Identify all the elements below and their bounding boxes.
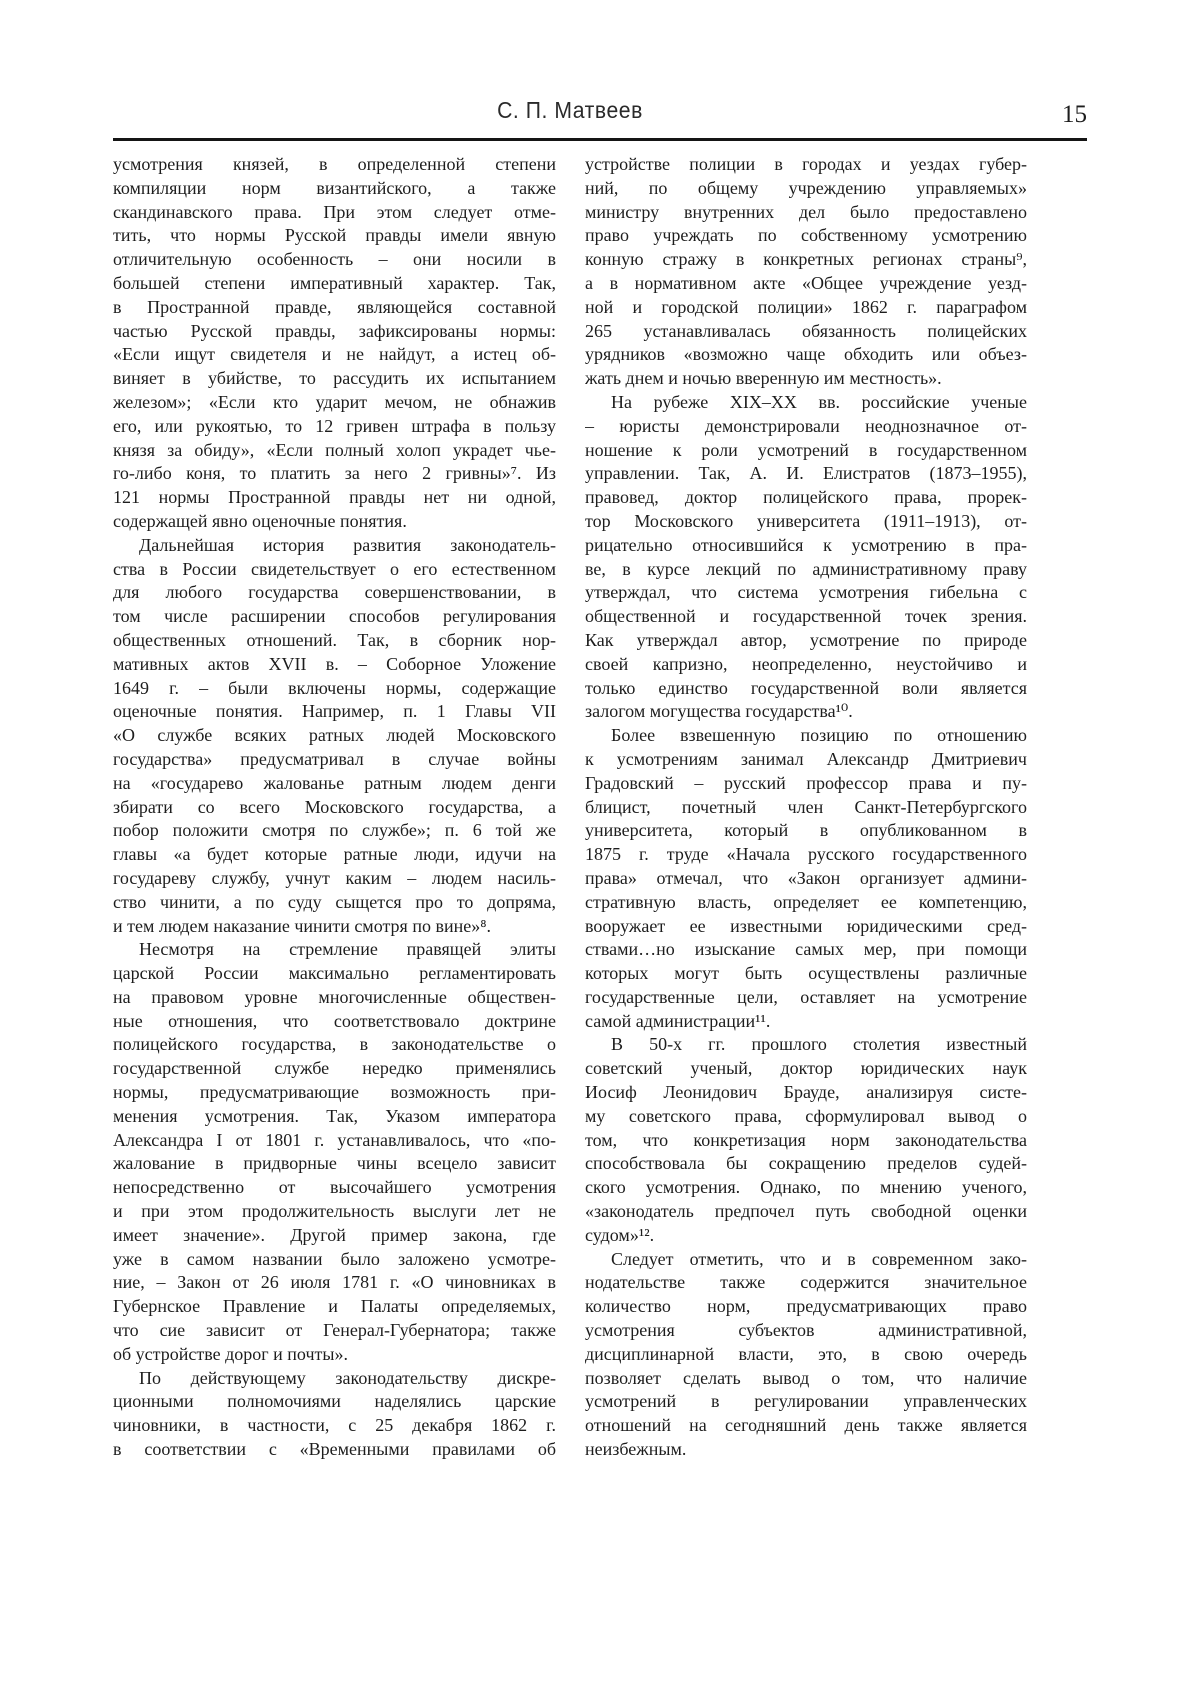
text-column-left bbox=[113, 153, 556, 1462]
text-line: государственной службе нередко применялись bbox=[113, 1058, 556, 1079]
text-line: позволяет сделать вывод о том, что наличие bbox=[585, 1367, 1027, 1388]
text-line: количество норм, предусматривающих право bbox=[585, 1296, 1027, 1317]
text-line: усмотрения князей, в определенной степени bbox=[113, 154, 556, 174]
text-line: ствами…но изыскание самых мер, при помощи bbox=[585, 939, 1027, 960]
text-line: на правовом уровне многочисленные обществен- bbox=[113, 986, 556, 1007]
text-line: ского усмотрения. Однако, по мнению ученого, bbox=[585, 1177, 1027, 1198]
text-line: отличительную особенность – они носили в bbox=[113, 249, 556, 270]
text-line: устройстве полиции в городах и уездах губер- bbox=[585, 154, 1027, 174]
text-line: ний, по общему учреждению управляемых» bbox=[585, 177, 1027, 198]
text-line: ве, в курсе лекций по административному праву bbox=[585, 558, 1027, 579]
text-line: компиляции норм византийского, а также bbox=[113, 177, 556, 198]
text-line: управлении. Так, А. И. Елистратов (1873–1955), bbox=[585, 463, 1027, 484]
text-line: государеву службу, учнут каким – людем насиль- bbox=[113, 867, 556, 888]
text-line: тить, что нормы Русской правды имели явную bbox=[113, 225, 556, 246]
text-line: государства» предусматривал в случае войны bbox=[113, 748, 556, 769]
text-line: и тем людем наказание чинити смотря по вине»⁸. bbox=[113, 915, 491, 936]
text-line: урядников «возможно чаще обходить или объез- bbox=[585, 344, 1027, 365]
text-line: самой администрации¹¹. bbox=[585, 1010, 771, 1031]
text-line: Как утверждал автор, усмотрение по природе bbox=[585, 629, 1027, 650]
text-line: Несмотря на стремление правящей элиты bbox=[139, 939, 556, 960]
text-line: правовед, доктор полицейского права, прорек- bbox=[585, 487, 1027, 508]
text-line: му советского права, сформулировал вывод о bbox=[585, 1105, 1027, 1126]
text-line: Губернское Правление и Палаты определяемых, bbox=[113, 1296, 556, 1317]
text-line: дисциплинарной власти, это, в свою очередь bbox=[585, 1343, 1027, 1364]
text-line: том, что конкретизация норм законодательства bbox=[585, 1129, 1027, 1150]
text-line: том числе расширении способов регулирования bbox=[113, 606, 556, 627]
text-line: ние, – Закон от 26 июля 1781 г. «О чиновниках в bbox=[113, 1272, 556, 1293]
text-line: Более взвешенную позицию по отношению bbox=[611, 725, 1027, 746]
page-header-author: С. П. Матвеев bbox=[497, 97, 643, 123]
text-line: утверждал, что система усмотрения гибельна с bbox=[585, 582, 1027, 603]
text-line: которых могут быть осуществлены различные bbox=[585, 963, 1027, 984]
text-line: только единство государственной воли является bbox=[585, 677, 1027, 698]
text-line: советский ученый, доктор юридических наук bbox=[585, 1058, 1027, 1079]
text-line: университета, который в опубликованном в bbox=[585, 820, 1027, 841]
header-rule bbox=[113, 138, 1087, 141]
text-line: Иосиф Леонидович Брауде, анализируя систе- bbox=[585, 1082, 1027, 1103]
text-line: чиновники, в частности, с 25 декабря 1862 г. bbox=[113, 1415, 556, 1436]
text-line: и при этом продолжительность выслуги лет не bbox=[113, 1201, 556, 1222]
text-line: Градовский – русский профессор права и пу- bbox=[585, 772, 1027, 793]
text-line: для любого государства совершенствовании, в bbox=[113, 582, 556, 603]
text-line: рицательно относившийся к усмотрению в пра- bbox=[585, 534, 1027, 555]
text-line: большей степени императивный характер. Так, bbox=[113, 272, 556, 293]
text-line: общественной и государственной точек зрения. bbox=[585, 606, 1027, 627]
text-line: нодательстве также содержится значительное bbox=[585, 1272, 1027, 1293]
text-line: князя за обиду», «Если полный холоп украдет чье- bbox=[113, 439, 556, 460]
text-line: «О службе всяких ратных людей Московского bbox=[113, 725, 556, 746]
text-line: конную стражу в конкретных регионах страны⁹, bbox=[585, 249, 1027, 270]
text-line: «Если ищут свидетеля и не найдут, а истец об- bbox=[113, 344, 556, 365]
text-line: железом»; «Если кто ударит мечом, не обнажив bbox=[113, 391, 556, 412]
text-line: Александра I от 1801 г. устанавливалось, что «по- bbox=[113, 1129, 556, 1150]
text-line: менения усмотрения. Так, Указом императора bbox=[113, 1105, 556, 1126]
text-line: 1649 г. – были включены нормы, содержащие bbox=[113, 677, 556, 698]
text-line: мативных актов XVII в. – Соборное Уложение bbox=[113, 653, 556, 674]
text-line: права» отмечал, что «Закон организует админи- bbox=[585, 867, 1027, 888]
text-line: в соответствии с «Временными правилами об bbox=[113, 1439, 556, 1460]
page-number: 15 bbox=[1062, 101, 1087, 128]
text-line: право учреждать по собственному усмотрению bbox=[585, 225, 1027, 246]
text-line: частью Русской правды, зафиксированы нормы: bbox=[113, 320, 556, 341]
text-line: В 50-х гг. прошлого столетия известный bbox=[611, 1034, 1027, 1055]
text-line: – юристы демонстрировали неоднозначное от- bbox=[585, 415, 1027, 436]
text-line: 121 нормы Пространной правды нет ни одной, bbox=[113, 487, 556, 508]
text-line: блицист, почетный член Санкт-Петербургского bbox=[585, 796, 1027, 817]
text-line: министру внутренних дел было предоставлено bbox=[585, 201, 1027, 222]
text-line: на «государево жалованье ратным людем денги bbox=[113, 772, 556, 793]
text-line: главы «а будет которые ратные люди, идучи на bbox=[113, 844, 556, 865]
text-line: стративную власть, определяет ее компетенцию, bbox=[585, 891, 1027, 912]
text-line: в Пространной правде, являющейся составной bbox=[113, 296, 556, 317]
text-line: а в нормативном акте «Общее учреждение уезд- bbox=[585, 272, 1027, 293]
text-line: царской России максимально регламентировать bbox=[113, 963, 556, 984]
text-line: скандинавского права. При этом следует отме- bbox=[113, 201, 556, 222]
text-line: жалование в придворные чины всецело зависит bbox=[113, 1153, 556, 1174]
text-line: збирати со всего Московского государства, а bbox=[113, 796, 556, 817]
text-line: жать днем и ночью вверенную им местность». bbox=[585, 368, 942, 389]
text-line: виняет в убийстве, то рассудить их испытанием bbox=[113, 368, 556, 389]
text-line: ства в России свидетельствует о его естественном bbox=[113, 558, 556, 579]
text-line: непосредственно от высочайшего усмотрения bbox=[113, 1177, 556, 1198]
text-line: неизбежным. bbox=[585, 1439, 687, 1460]
text-line: полицейского государства, в законодательстве о bbox=[113, 1034, 556, 1055]
text-line: его, или рукоятью, то 12 гривен штрафа в пользу bbox=[113, 415, 556, 436]
text-line: уже в самом названии было заложено усмотре- bbox=[113, 1248, 556, 1269]
text-line: ной и городской полиции» 1862 г. параграфом bbox=[585, 296, 1027, 317]
text-line: 1875 г. труде «Начала русского государственного bbox=[585, 844, 1027, 865]
text-column-right bbox=[585, 153, 1027, 1462]
text-line: залогом могущества государства¹⁰. bbox=[585, 701, 853, 722]
text-line: своей капризно, неопределенно, неустойчиво и bbox=[585, 653, 1027, 674]
text-line: об устройстве дорог и почты». bbox=[113, 1343, 348, 1364]
text-line: тор Московского университета (1911–1913), от- bbox=[585, 510, 1027, 531]
text-line: нормы, предусматривающие возможность при- bbox=[113, 1082, 556, 1103]
text-line: усмотрений в регулировании управленческих bbox=[585, 1391, 1027, 1412]
text-line: что сие зависит от Генерал-Губернатора; также bbox=[113, 1320, 556, 1341]
text-line: государственные цели, оставляет на усмотрение bbox=[585, 986, 1027, 1007]
text-line: Следует отметить, что и в современном зако- bbox=[611, 1248, 1027, 1269]
text-line: ношение к роли усмотрений в государственном bbox=[585, 439, 1027, 460]
text-line: Дальнейшая история развития законодатель- bbox=[139, 534, 556, 555]
text-line: способствовала бы сокращению пределов судей- bbox=[585, 1153, 1027, 1174]
text-line: го-либо коня, то платить за него 2 гривны»⁷. Из bbox=[113, 463, 556, 484]
text-line: «законодатель предпочел путь свободной оценки bbox=[585, 1201, 1027, 1222]
text-line: ные отношения, что соответствовало доктрине bbox=[113, 1010, 556, 1031]
text-line: отношений на сегодняшний день также является bbox=[585, 1415, 1027, 1436]
text-line: общественных отношений. Так, в сборник нор- bbox=[113, 629, 556, 650]
text-line: ство чинити, а по суду сыщется про то допряма, bbox=[113, 891, 556, 912]
text-line: имеет значение». Другой пример закона, где bbox=[113, 1224, 556, 1245]
text-line: ционными полномочиями наделялись царские bbox=[113, 1391, 556, 1412]
text-line: содержащей явно оценочные понятия. bbox=[113, 510, 407, 531]
text-line: По действующему законодательству дискре- bbox=[139, 1367, 556, 1388]
text-line: На рубеже XIX–XX вв. российские ученые bbox=[611, 391, 1027, 412]
text-line: оценочные понятия. Например, п. 1 Главы VII bbox=[113, 701, 556, 722]
text-line: 265 устанавливалась обязанность полицейских bbox=[585, 320, 1027, 341]
text-line: судом»¹². bbox=[585, 1224, 655, 1245]
text-line: вооружает ее известными юридическими сред- bbox=[585, 915, 1027, 936]
text-line: усмотрения субъектов административной, bbox=[585, 1320, 1027, 1341]
text-line: побор положити смотря по службе»; п. 6 той же bbox=[113, 820, 556, 841]
text-line: к усмотрениям занимал Александр Дмитриевич bbox=[585, 748, 1027, 769]
